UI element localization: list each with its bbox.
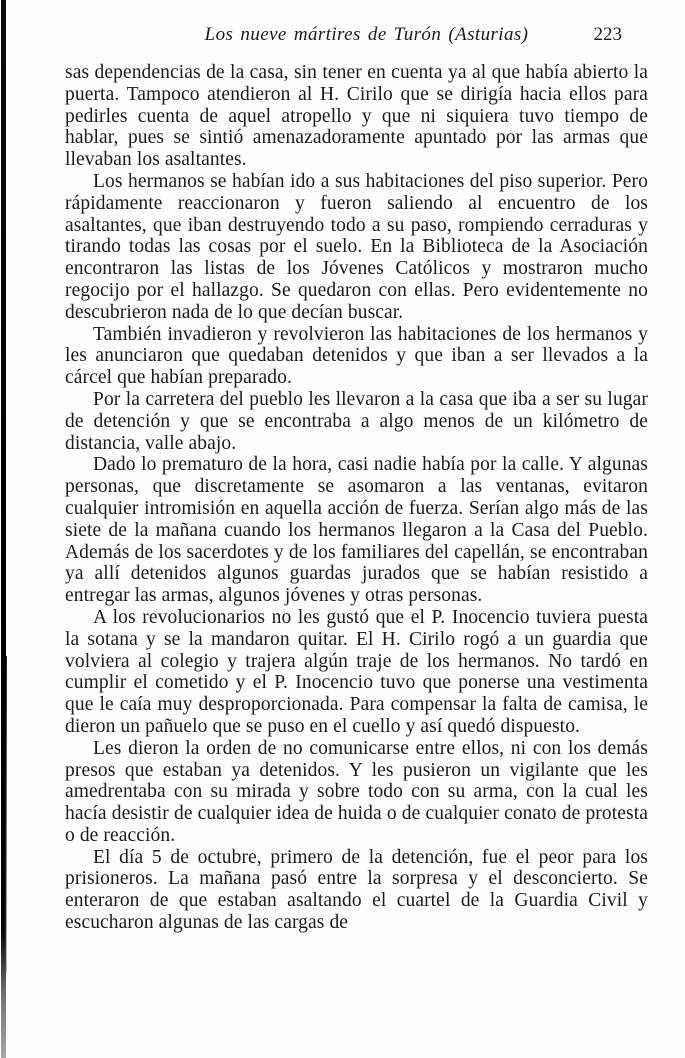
paragraph-8: El día 5 de octubre, primero de la detención, fue el peor para los prisioneros. La mañana pasó entre la sorpresa y el desconcierto. Se enteraron de que estaban asaltando el cuartel de la Guardia Civil y escucharon algunas de las cargas de (65, 846, 648, 934)
paragraph-4: Por la carretera del pueblo les llevaron a la casa que iba a ser su lugar de detención y que se encontraba a algo menos de un kilómetro de distancia, valle abajo. (65, 388, 648, 454)
running-header (65, 24, 648, 50)
page-number: 223 (593, 24, 622, 45)
paragraph-2: Los hermanos se habían ido a sus habitaciones del piso superior. Pero rápidamente reaccionaron y fueron saliendo al encuentro de los asaltantes, que iban destruyendo todo a su paso, rompiendo cerraduras y tirando todas las cosas por el suelo. En la Biblioteca de la Asociación encontraron las listas de los Jóvenes Católicos y mostraron mucho regocijo por el hallazgo. Se quedaron con ellas. Pero evidentemente no descubrieron nada de lo que decían buscar. (65, 170, 648, 323)
paragraph-3: También invadieron y revolvieron las habitaciones de los hermanos y les anunciaron que quedaban detenidos y que iban a ser llevados a la cárcel que habían preparado. (65, 323, 648, 389)
paragraph-5: Dado lo prematuro de la hora, casi nadie había por la calle. Y algunas personas, que discretamente se asomaron a las ventanas, evitaron cualquier intromisión en aquella acción de fuerza. Serían algo más de las siete de la mañana cuando los hermanos llegaron a la Casa del Pueblo. Además de los sacerdotes y de los familiares del capellán, se encontraban ya allí detenidos algunos guardas jurados que se habían resistido a entregar las armas, algunos jóvenes y otras personas. (65, 454, 648, 607)
running-header-title: Los nueve mártires de Turón (Asturias) (204, 24, 529, 45)
binding-edge (1, 0, 6, 1058)
paragraph-7: Les dieron la orden de no comunicarse entre ellos, ni con los demás presos que estaban ya detenidos. Y les pusieron un vigilante que les amedrentaba con su mirada y sobre todo con su arma, con la cual les hacía desistir de cualquier idea de huida o de cualquier conato de protesta o de reacción. (65, 737, 648, 846)
page-body (65, 62, 648, 934)
paragraph-1: sas dependencias de la casa, sin tener en cuenta ya al que había abierto la puerta. Tampoco atendieron al H. Cirilo que se dirigía hacia ellos para pedirles cuenta de aquel atropello y que ni siquiera tuvo tiempo de hablar, pues se sintió amenazadoramente apuntado por las armas que llevaban los asaltantes. (65, 62, 648, 171)
paragraph-6: A los revolucionarios no les gustó que el P. Inocencio tuviera puesta la sotana y se la mandaron quitar. El H. Cirilo rogó a un guardia que volviera al colegio y trajera algún traje de los hermanos. No tardó en cumplir el cometido y el P. Inocencio tuvo que ponerse una vestimenta que le caía muy desproporcionada. Para compensar la falta de camisa, le dieron un pañuelo que se puso en el cuello y así quedó dispuesto. (65, 606, 648, 737)
